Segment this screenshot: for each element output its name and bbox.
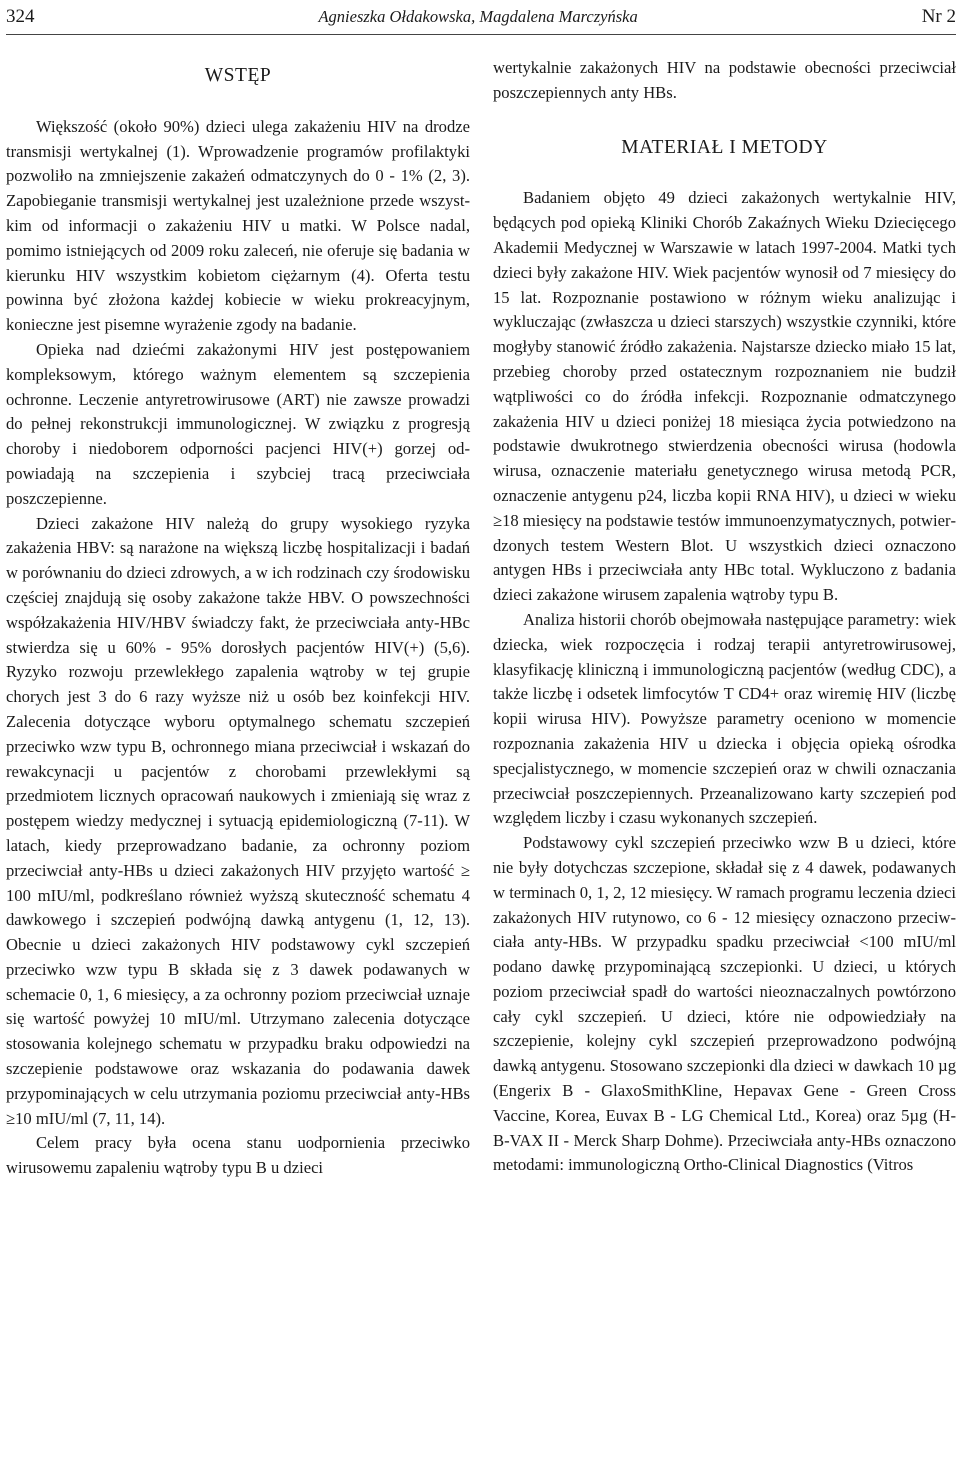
- page-number: 324: [6, 6, 35, 27]
- running-authors: Agnieszka Ołdakowska, Magdalena Marczyńska: [318, 7, 638, 26]
- left-column: [6, 56, 470, 1181]
- right-column: [493, 56, 956, 1178]
- paragraph: Analiza historii chorób obejmowała następujące parametry: wiek dziecka, wiek rozpoczęcia i rodzaj terapii antyretrowirusowej, klasyfikację kliniczną i immunologiczną pacjentów (według CDC), a także liczbę i odsetek limfocytów T CD4+ oraz wiremię HIV (liczbę kopii wirusa HIV). Powyższe parametry oceniono w momencie rozpoznania zakażenia HIV u dziecka i objęcia opieką ośrodka specjalistycznego, w momencie szczepień oraz w chwili oznaczania przeciwciał poszczepiennych. Przeanalizowano karty szczepień pod względem liczby i czasu wykonanych szczepień.: [493, 609, 956, 828]
- paragraph: Celem pracy była ocena stanu uodpornienia przeciwko wirusowemu zapaleniu wątroby typu B u dzieci: [6, 1133, 470, 1178]
- page-header: [6, 0, 956, 35]
- paragraph: Większość (około 90%) dzieci ulega zakażeniu HIV na drodze transmisji wertykalnej (1). Wprowadzenie programów profilaktyki pozwoliło na zmniejszenie zakażeń odmatczynych do 0 - 1% (2, 3). Zapobieganie transmisji wertykalnej jest uzależnione przede wszystkim od informacji o zakażeniu HIV u matki. W Polsce nadal, pomimo istniejących od 2009 roku zaleceń, nie oferuje się badania w kierunku HIV wszystkim kobietom ciężarnym (4). Oferta testu powinna być złożona każdej kobiecie w wieku prokreacyjnym, konieczne jest pisemne wyrażenie zgody na badanie.: [6, 116, 470, 335]
- paragraph: Badaniem objęto 49 dzieci zakażonych wertykalnie HIV, będących pod opieką Kliniki Chorób Zakaźnych Wieku Dziecięcego Akademii Medycznej w Warszawie w latach 1997-2004. Matki tych dzieci były zakażone HIV. Wiek pacjentów wynosił od 7 miesięcy do 15 lat. Rozpoznanie postawiono w różnym wieku analizując i wykluczając (zwłaszcza u dzieci starszych) wszystkie czynniki, które mogłyby stanowić źródło zakażenia. Najstarsze dziecko miało 15 lat, przebieg choroby przed ostatecznym rozpoznaniem nie budził wątpliwości co do źródła infekcji. Rozpoznanie odmatczynego zakażenia HIV u dzieci poniżej 18 miesiąca życia potwiedzono na podstawie dwukrotnego stwierdzenia obecności wirusa (hodowla wirusa, oznaczenie materiału genetycznego wirusa metodą PCR, oznaczenie antygenu p24, liczba kopii RNA HIV), u dzieci w wieku ≥18 miesięcy na podstawie testów immunoenzymatycznych, potwierdzonych testem Western Blot. U wszystkich dzieci oznaczono antygen HBs i przeciwciała anty HBc total. Wykluczono z badania dzieci zakażone wirusem zapalenia wątroby typu B.: [493, 188, 957, 605]
- paragraph-continued: wertykalnie zakażonych HIV na podstawie obecności przeciwciał poszczepiennych anty HBs.: [493, 58, 956, 102]
- paragraph: Opieka nad dziećmi zakażonymi HIV jest postępowaniem kompleksowym, którego ważnym elementem są szczepienia ochronne. Leczenie antyretrowirusowe (ART) nie zawsze prowadzi do pełnej rekonstrukcji immunologicznej. W związku z progresją choroby i niedoborem odporności pacjenci HIV(+) gorzej odpowiadają na szczepienia i szybciej tracą przeciwciała poszczepienne.: [6, 339, 470, 508]
- section-heading-wstep: WSTĘP: [204, 65, 272, 86]
- section-heading-material-i-metody: MATERIAŁ I METODY: [621, 136, 828, 158]
- paragraph: Dzieci zakażone HIV należą do grupy wysokiego ryzyka zakażenia HBV: są narażone na większą liczbę hospitalizacji i badań w porównaniu do dzieci zdrowych, a w ich rodzinach czy środowisku częściej znajdują się osoby zakażone także HBV. O powszechności współzakażenia HIV/HBV świadczy fakt, że przeciwciała anty-HBc stwierdza się u 60% - 95% dorosłych pacjentów HIV(+) (5,6). Ryzyko rozwoju przewlekłego zapalenia wątroby w tej grupie chorych jest 3 do 6 razy wyższe niż u osób bez koinfekcji HIV. Zalecenia dotyczące wyboru optymalnego schematu szczepień przeciwko wzw typu B, ochronnego miana przeciwciał i wskazań do rewakcynacji u pacjentów z chorobami przewlekłymi są przedmiotem licznych opracowań naukowych i zmieniają się wraz z postępem wiedzy medycznej i sytuacją epidemiologiczną (7-11). W latach, kiedy przeprowadzano badanie, za ochronny poziom przeciwciał anty-HBs u dzieci zakażonych HIV przyjęto wartość ≥ 100 mIU/ml, podkreślano również wyższą skuteczność schematu 4 dawkowego i szczepień podwójną dawką antygenu (1, 12, 13). Obecnie u dzieci zakażonych HIV podstawowy cykl szczepień przeciwko wzw typu B składa się z 3 dawek podawanych w schemacie 0, 1, 6 miesięcy, a za ochronny poziom przeciwciał uznaje się wartość powyżej 10 mIU/ml. Utrzymano zalecenia dotyczące stosowania kolejnego schematu w przypadku braku odpowiedzi na szczepienie podstawowe oraz wskazania do podawania dawek przypominających w celu utrzymania poziomu przeciwciał anty-HBs ≥10 mIU/ml (7, 11, 14).: [6, 513, 470, 1128]
- issue-number: Nr 2: [921, 6, 956, 27]
- paragraph: Podstawowy cykl szczepień przeciwko wzw B u dzieci, które nie były dotychczas szczepione, składał się z 4 dawek, podawanych w terminach 0, 1, 2, 12 miesięcy. W ramach programu leczenia dzieci zakażonych HIV rutynowo, co 6 - 12 miesięcy oznaczono przeciwciała anty-HBs. W przypadku spadku przeciwciał <100 mIU/ml podano dawkę przypominającą szczepionki. U dzieci, u których poziom przeciwciał spadł do wartości nieoznaczalnych powtórzono cały cykl szczepień. U dzieci, które nie odpowiedziały na szczepienie, kolejny cykl szczepień przeprowadzono podwójną dawką antygenu. Stosowano szczepionki dla dzieci w dawkach 10 µg (Engerix B - GlaxoSmithKline, Hepavax Gene - Green Cross Vaccine, Korea, Euvax B - LG Chemical Ltd., Korea) oraz 5µg (H-B-VAX II - Merck Sharp Dohme). Przeciwciała anty-HBs oznaczono metodami: immunologiczną Ortho-Clinical Diagnostics (Vitros: [493, 833, 956, 1175]
